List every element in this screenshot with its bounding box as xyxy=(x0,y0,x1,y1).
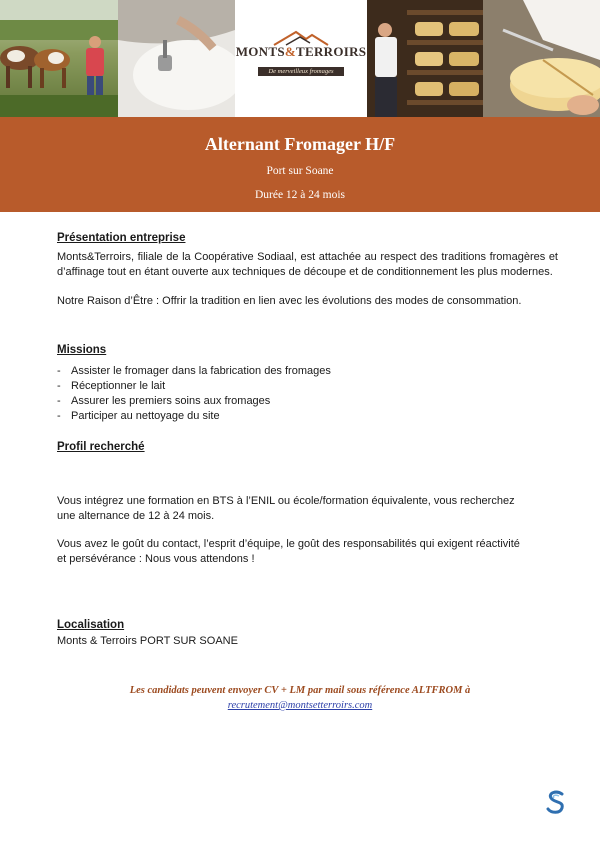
profil-heading: Profil recherché xyxy=(57,441,145,453)
list-item: - Participer au nettoyage du site xyxy=(57,409,558,424)
list-item: - Assister le fromager dans la fabrication des fromages xyxy=(57,364,558,379)
contact-block xyxy=(0,683,600,713)
logo-panel xyxy=(235,0,367,117)
presentation-heading: Présentation entreprise xyxy=(57,232,186,244)
logo-tagline: De merveilleux fromages xyxy=(258,67,343,76)
localisation-heading: Localisation xyxy=(57,619,125,631)
section-missions xyxy=(57,343,558,424)
sodiaal-logo-icon xyxy=(544,789,568,815)
recruitment-email-link[interactable]: recrutement@montsetterroirs.com xyxy=(227,700,373,711)
logo-ampersand: & xyxy=(284,44,296,59)
job-location: Port sur Soane xyxy=(266,165,334,177)
localisation-value: Monts & Terroirs PORT SUR SOANE xyxy=(57,635,238,647)
profil-p2-line2: et persévérance : Nous vous attendons ! xyxy=(57,553,255,565)
contact-instruction: Les candidats peuvent envoyer CV + LM par mail sous référence ALTFROM à xyxy=(129,685,471,696)
brand-logo xyxy=(235,30,367,78)
list-item: - Assurer les premiers soins aux fromages xyxy=(57,394,558,409)
missions-heading: Missions xyxy=(57,344,107,356)
profil-p1-line2: une alternance de 12 à 24 mois. xyxy=(57,510,215,522)
profil-paragraph-1 xyxy=(57,494,558,524)
title-band xyxy=(0,117,600,212)
job-title: Alternant Fromager H/F xyxy=(204,134,396,154)
job-duration: Durée 12 à 24 mois xyxy=(254,189,346,201)
photo-cheese-cellar xyxy=(367,0,483,117)
logo-part1: MONTS xyxy=(235,44,285,59)
photo-cheese-cutting xyxy=(483,0,600,117)
profil-paragraph-2 xyxy=(57,537,558,567)
photo-milk-vat xyxy=(118,0,235,117)
logo-wordmark xyxy=(235,44,367,60)
list-item: - Réceptionner le lait xyxy=(57,379,558,394)
section-presentation xyxy=(57,231,558,309)
raison-etre: Notre Raison d’Être : Offrir la tradition en lien avec les évolutions des modes de consommation. xyxy=(57,295,522,307)
presentation-paragraph: Monts&Terroirs, filiale de la Coopérative Sodiaal, est attachée au respect des traditions fromagères et d’affinage tout en étant ouverte aux techniques de découpe et de conditionnement les plus modernes. xyxy=(57,251,558,278)
header-banner xyxy=(0,0,600,117)
section-localisation xyxy=(57,618,558,649)
missions-list xyxy=(57,364,558,424)
logo-part2: TERROIRS xyxy=(296,44,367,59)
profil-p1-line1: Vous intégrez une formation en BTS à l’ENIL ou école/formation équivalente, vous recherchez xyxy=(57,495,515,507)
profil-p2-line1: Vous avez le goût du contact, l’esprit d’équipe, le goût des responsabilités qui exigent réactivité xyxy=(57,538,520,550)
section-profil xyxy=(57,440,558,455)
photo-cows-pasture xyxy=(0,0,118,117)
